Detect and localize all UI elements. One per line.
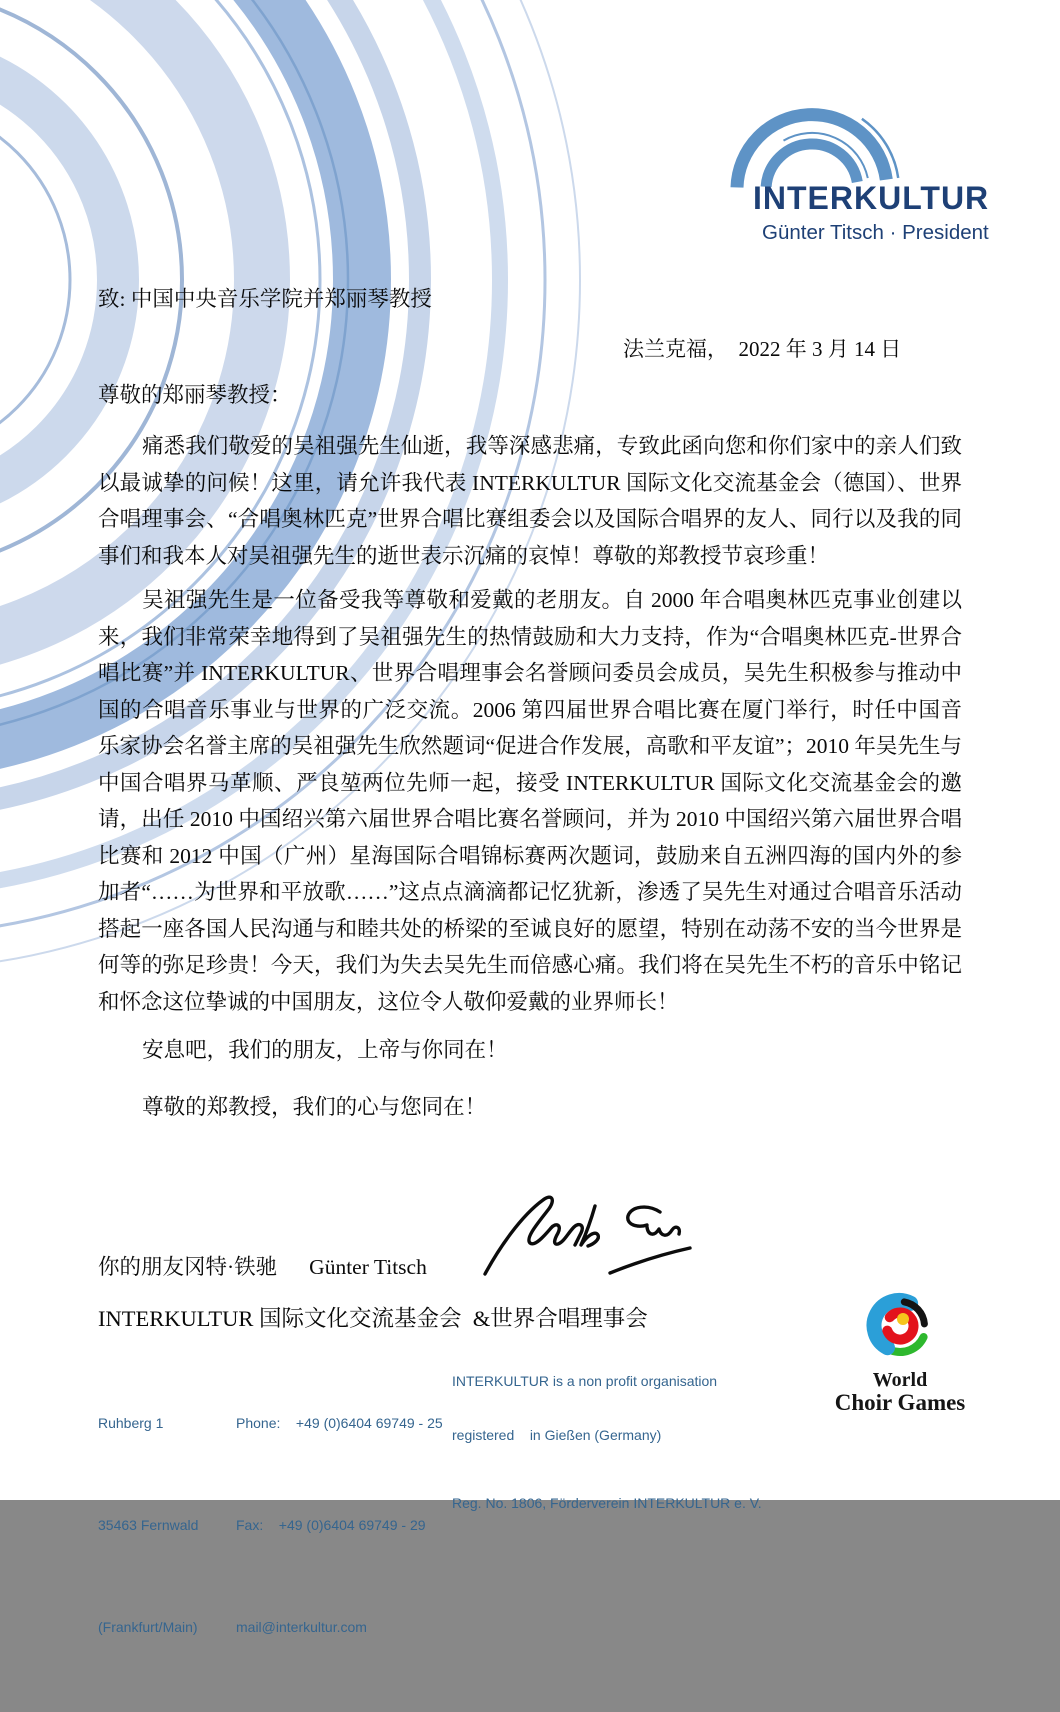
- recipient-line: 致: 中国中央音乐学院并郑丽琴教授: [98, 287, 432, 311]
- letter-paragraph: 吴祖强先生是一位备受我等尊敬和爱戴的老朋友。自 2000 年合唱奥林匹克事业创建以来，我们非常荣幸地得到了吴祖强先生的热情鼓励和大力支持，作为“合唱奥林匹克-世界合唱比赛”并 INTERKULTUR、世界合唱理事会名誉顾问委员会成员，吴先生积极参与推动中国的合唱音乐事业与世界的广泛交流。2006 第四届世界合唱比赛在厦门举行，时任中国音乐家协会名誉主席的吴祖强先生欣然题词“促进合作发展，高歌和平友谊”；2010 年吴先生与中国合唱界马革顺、严良堃两位先师一起，接受 INTERKULTUR 国际文化交流基金会的邀请，出任 2010 中国绍兴第六届世界合唱比赛名誉顾问，并为 2010 中国绍兴第六届世界合唱比赛和 2012 中国（广州）星海国际合唱锦标赛两次题词，鼓励来自五洲四海的国内外的参加者“……为世界和平放歌……”这点点滴滴都记忆犹新，渗透了吴先生对通过合唱音乐活动搭起一座各国人民沟通与和睦共处的桥梁的至诚良好的愿望，特别在动荡不安的当今世界是何等的弥足珍贵！今天，我们为失去吴先生而倍感心痛。我们将在吴先生不朽的音乐中铭记和怀念这位挚诚的中国朋友，这位令人敬仰爱戴的业界师长！: [98, 588, 962, 1014]
- date-line: 法兰克福， 2022 年 3 月 14 日: [623, 337, 902, 361]
- letter-paragraph: 尊敬的郑教授，我们的心与您同在！: [142, 1094, 487, 1119]
- footer-legal-line: Reg. No. 1806, Förderverein INTERKULTUR e. V.: [452, 1495, 762, 1511]
- footer-legal-line: registered in Gießen (Germany): [452, 1427, 662, 1443]
- signature-name-en: Günter Titsch: [309, 1255, 427, 1279]
- footer-legal-column: [452, 1336, 762, 1548]
- letter-paragraph: 安息吧，我们的朋友，上帝与你同在！: [142, 1038, 508, 1062]
- footer-contact-column: [236, 1338, 443, 1712]
- footer-fax-line: Fax: +49 (0)6404 69749 - 29: [236, 1517, 426, 1533]
- world-choir-games-logo: [820, 1292, 980, 1415]
- footer-address-column: [98, 1338, 198, 1712]
- signature-name-cn: 你的朋友冈特·铁驰: [98, 1255, 278, 1279]
- signature-line: [98, 1250, 427, 1281]
- brand-name: INTERKULTUR: [753, 180, 990, 216]
- interkultur-logo: [720, 100, 1000, 250]
- wcg-logo-text-line2: Choir Games: [834, 1390, 966, 1415]
- wcg-logo-text-line1: World: [872, 1369, 928, 1391]
- salutation: 尊敬的郑丽琴教授：: [98, 382, 292, 407]
- footer-legal-line: INTERKULTUR is a non profit organisation: [452, 1373, 718, 1389]
- letter-body: [98, 281, 962, 1125]
- brand-subtitle: Günter Titsch · President: [762, 221, 989, 244]
- organisation-line: INTERKULTUR 国际文化交流基金会 &世界合唱理事会: [98, 1306, 648, 1331]
- footer-address-line: Ruhberg 1: [98, 1415, 164, 1431]
- world-choir-games-swirl-icon: [852, 1292, 948, 1362]
- letter-paragraph: 痛悉我们敬爱的吴祖强先生仙逝，我等深感悲痛，专致此函向您和你们家中的亲人们致以最诚挚的问候！这里，请允许我代表 INTERKULTUR 国际文化交流基金会（德国）、世界合唱理事会、“合唱奥林匹克”世界合唱比赛组委会以及国际合唱界的友人、同行以及我的同事们和我本人对吴祖强先生的逝世表示沉痛的哀悼！尊敬的郑教授节哀珍重！: [98, 434, 962, 568]
- footer-phone-line: Phone: +49 (0)6404 69749 - 25: [236, 1415, 443, 1431]
- footer-email-line: mail@interkultur.com: [236, 1619, 367, 1635]
- footer-address-line: 35463 Fernwald: [98, 1517, 199, 1533]
- footer-address-line: (Frankfurt/Main): [98, 1619, 198, 1635]
- signature-handwriting-icon: [455, 1178, 705, 1288]
